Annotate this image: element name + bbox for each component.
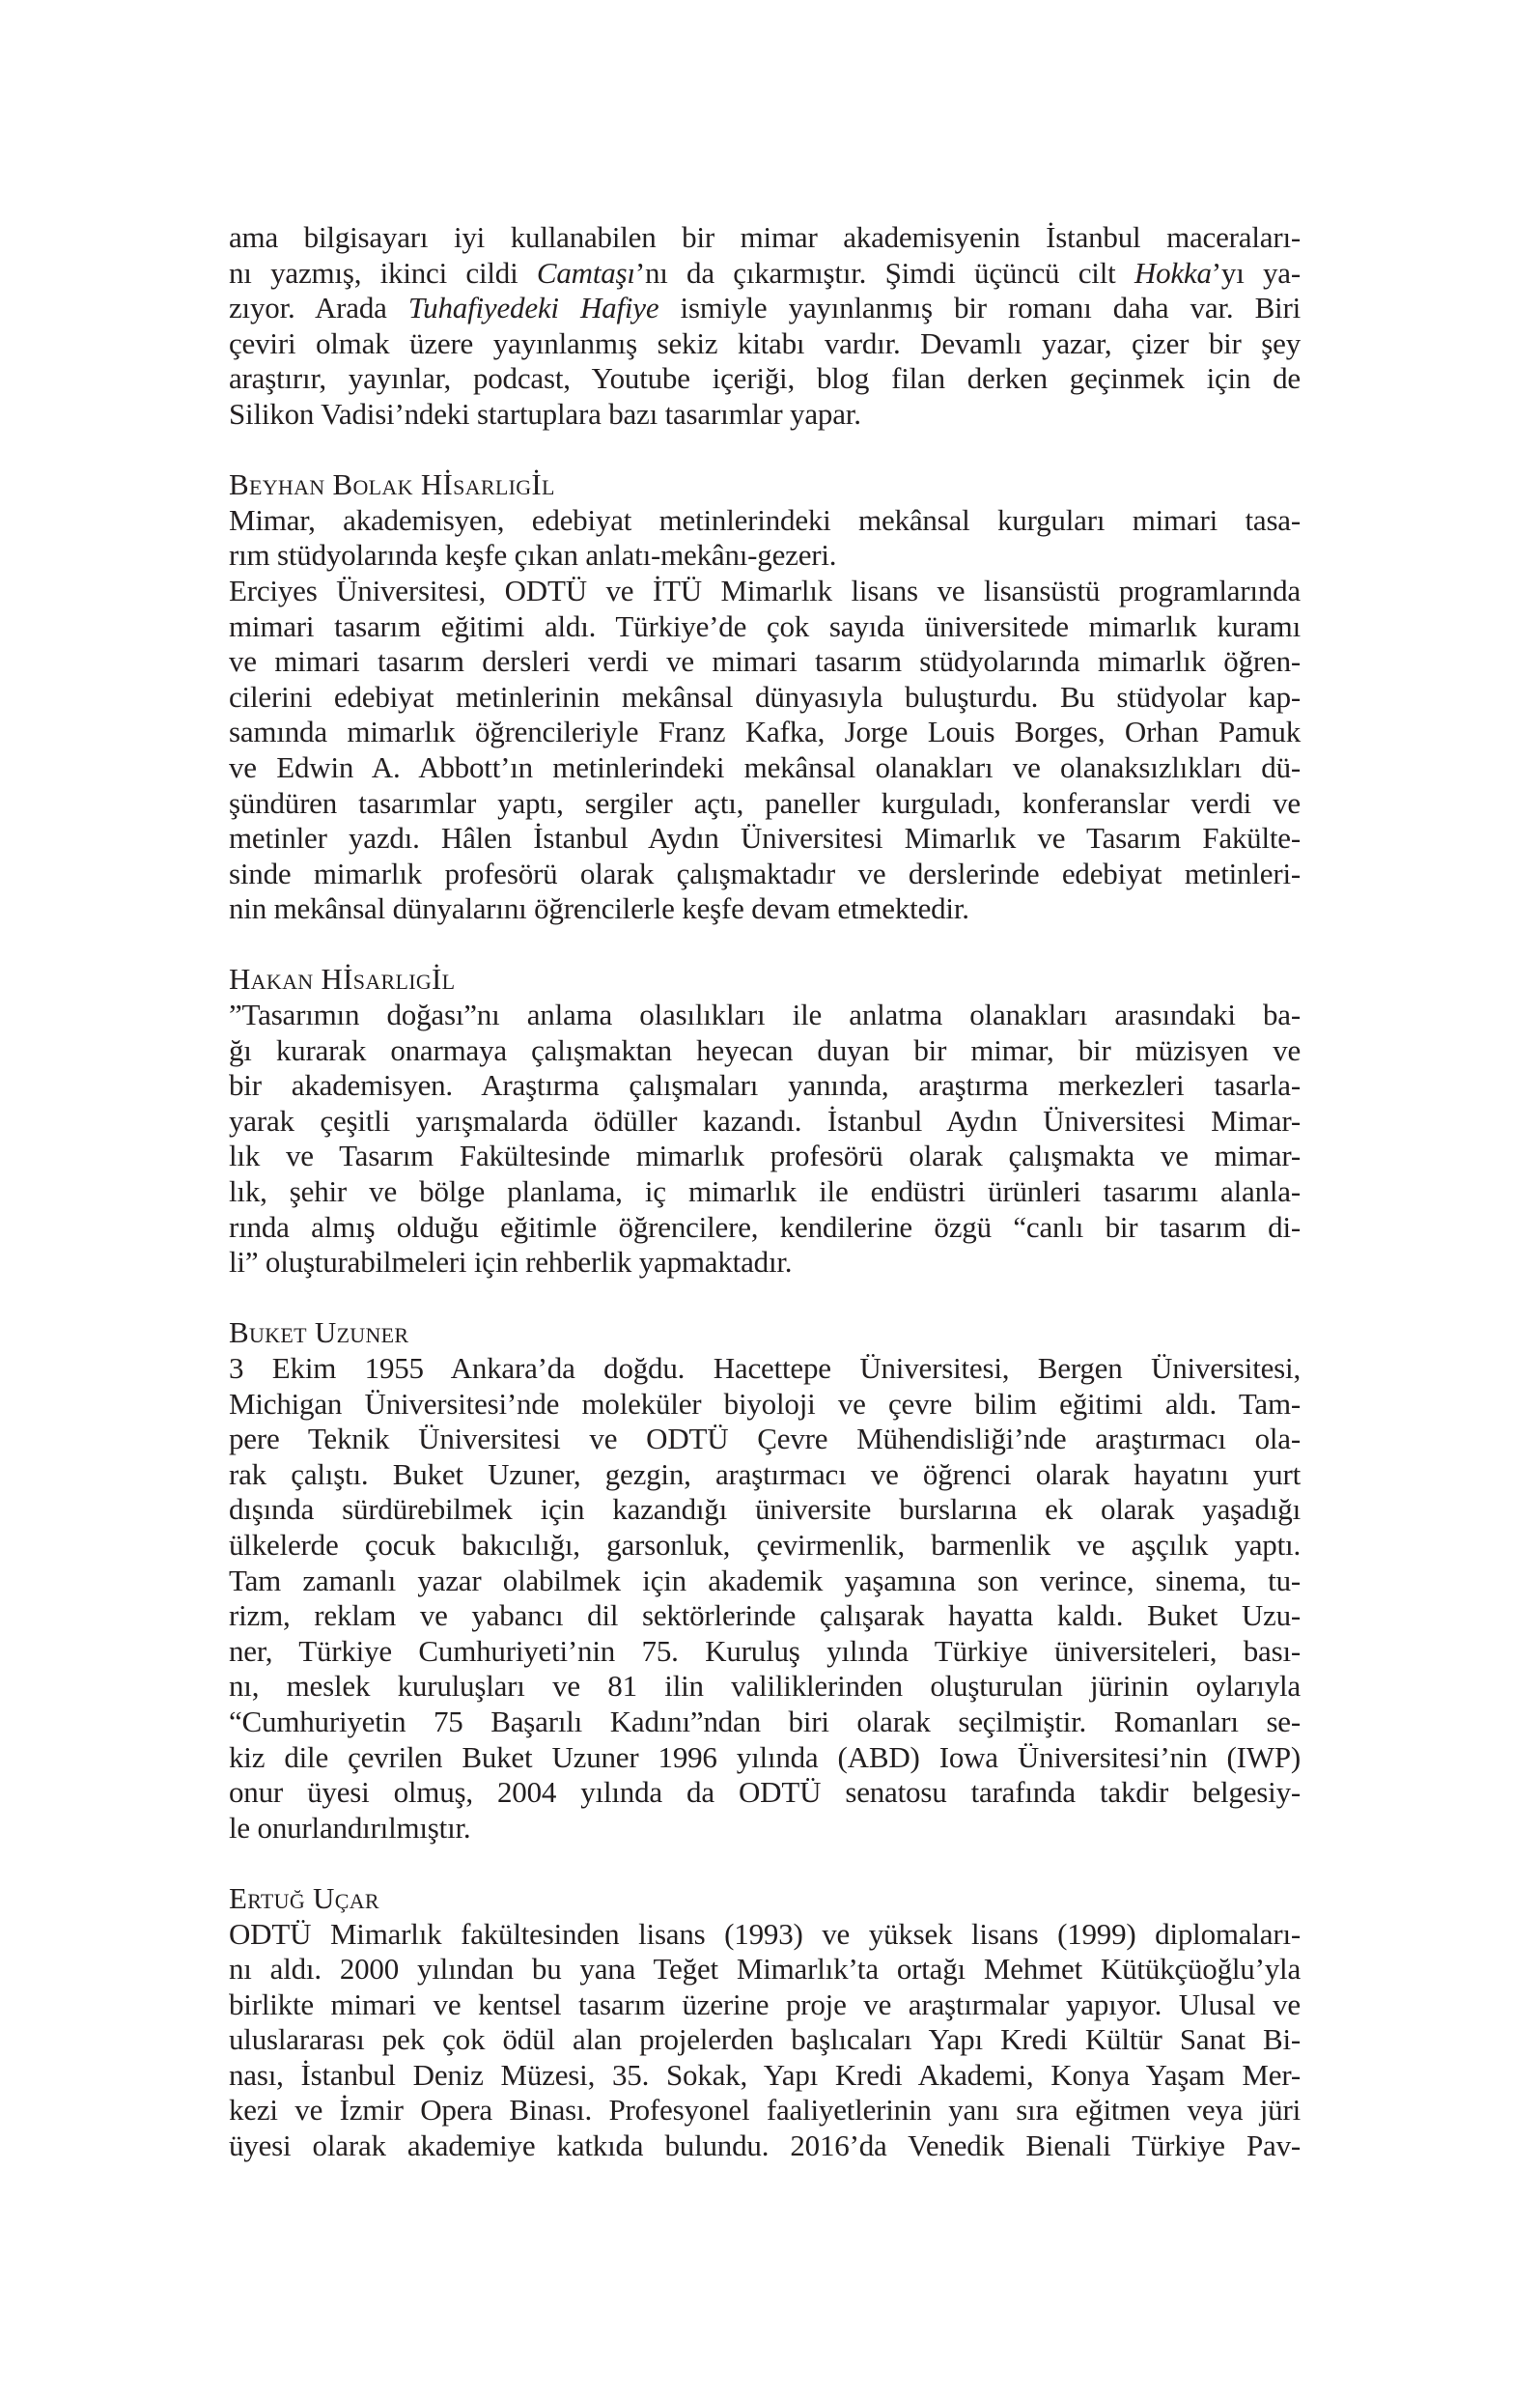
text-line: le onurlandırılmıştır. [229, 1810, 471, 1845]
text-line: ve Edwin A. Abbott’ın metinlerindeki mekânsal olanakları ve olanaksızlıkları dü- [229, 749, 1301, 784]
paragraph-gap [229, 927, 1301, 963]
text-line: ama bilgisayarı iyi kullanabilen bir mimar akademisyenin İstanbul maceraları- [229, 220, 1301, 254]
text-line: cilerini edebiyat metinlerinin mekânsal dünyasıyla buluşturdu. Bu stüdyolar kap- [229, 679, 1301, 714]
text-line: sinde mimarlık profesörü olarak çalışmaktadır ve derslerinde edebiyat metinleri- [229, 856, 1301, 890]
book-page [229, 220, 1301, 2164]
text-segment: zıyor. Arada [229, 291, 408, 325]
text-line: ”Tasarımın doğası”nı anlama olasılıkları ile anlatma olanakları arasındaki ba- [229, 998, 1301, 1032]
bio-buket-uzuner [229, 1315, 1301, 1846]
text-line: 3 Ekim 1955 Ankara’da doğdu. Hacettepe Üniversitesi, Bergen Üniversitesi, [229, 1351, 1301, 1385]
text-line: pere Teknik Üniversitesi ve ODTÜ Çevre Mühendisliği’nde araştırmacı ola- [229, 1422, 1301, 1456]
text-line: dışında sürdürebilmek için kazandığı üniversite burslarına ek olarak yaşadığı [229, 1492, 1301, 1527]
paragraph-gap [229, 1281, 1301, 1316]
paragraph-gap [229, 1846, 1301, 1881]
text-line: Erciyes Üniversitesi, ODTÜ ve İTÜ Mimarlık lisans ve lisansüstü programlarında [229, 573, 1301, 607]
text-line: çeviri olmak üzere yayınlanmış sekiz kitabı vardır. Devamlı yazar, çizer bir şey [229, 325, 1301, 360]
text-line: mimari tasarım eğitimi aldı. Türkiye’de çok sayıda üniversitede mimarlık kuramı [229, 608, 1301, 643]
text-line: nin mekânsal dünyalarını öğrencilerle keşfe devam etmektedir. [229, 891, 969, 926]
text-line [229, 291, 1301, 326]
intro-paragraph [229, 220, 1301, 433]
bio-ertug-ucar [229, 1881, 1301, 2164]
bio-name-heading: Hakan Hİsarlıgİl [229, 962, 456, 997]
text-line: rizm, reklam ve yabancı dil sektörlerinde çalışarak hayatta kaldı. Buket Uzu- [229, 1598, 1301, 1633]
text-line: bir akademisyen. Araştırma çalışmaları yanında, araştırma merkezleri tasarla- [229, 1068, 1301, 1103]
text-line: “Cumhuriyetin 75 Başarılı Kadını”ndan biri olarak seçilmiştir. Romanları se- [229, 1704, 1301, 1738]
text-line: kezi ve İzmir Opera Binası. Profesyonel faaliyetlerinin yanı sıra eğitmen veya jüri [229, 2093, 1301, 2128]
text-segment: ismiyle yayınlanmış bir romanı daha var. Biri [658, 291, 1302, 325]
text-line: Mimar, akademisyen, edebiyat metinlerindeki mekânsal kurguları mimari tasa- [229, 502, 1301, 537]
text-line: li” oluşturabilmeleri için rehberlik yapmaktadır. [229, 1245, 793, 1280]
text-line: ğı kurarak onarmaya çalışmaktan heyecan duyan bir mimar, bir müzisyen ve [229, 1032, 1301, 1067]
book-title-hokka: Hokka [1134, 255, 1212, 290]
text-line: nı aldı. 2000 yılından bu yana Teğet Mimarlık’ta ortağı Mehmet Kütükçüoğlu’yla [229, 1952, 1301, 1987]
text-line: rım stüdyolarında keşfe çıkan anlatı-mekânı-gezeri. [229, 538, 837, 573]
bio-beyhan-bolak-hisarligil [229, 467, 1301, 927]
text-line: lık ve Tasarım Fakültesinde mimarlık profesörü olarak çalışmakta ve mimar- [229, 1139, 1301, 1173]
text-line: nası, İstanbul Deniz Müzesi, 35. Sokak, Yapı Kredi Akademi, Konya Yaşam Mer- [229, 2057, 1301, 2092]
text-line: onur üyesi olmuş, 2004 yılında da ODTÜ senatosu tarafında takdir belgesiy- [229, 1775, 1301, 1810]
text-line: lık, şehir ve bölge planlama, iç mimarlık ile endüstri ürünleri tasarımı alanla- [229, 1174, 1301, 1209]
bio-hakan-hisarligil [229, 962, 1301, 1280]
text-line: Michigan Üniversitesi’nde moleküler biyoloji ve çevre bilim eğitimi aldı. Tam- [229, 1386, 1301, 1421]
text-line: rak çalıştı. Buket Uzuner, gezgin, araştırmacı ve öğrenci olarak hayatını yurt [229, 1456, 1301, 1491]
text-line: Silikon Vadisi’ndeki startuplara bazı tasarımlar yapar. [229, 396, 861, 431]
text-segment: nı yazmış, ikinci cildi [229, 255, 537, 290]
text-line: rında almış olduğu eğitimle öğrencilere, kendilerine özgü “canlı bir tasarım di- [229, 1209, 1301, 1244]
text-line: ODTÜ Mimarlık fakültesinden lisans (1993) ve yüksek lisans (1999) diplomaları- [229, 1916, 1301, 1951]
paragraph-gap [229, 433, 1301, 468]
text-line: nı, meslek kuruluşları ve 81 ilin valiliklerinden oluşturulan jürinin oylarıyla [229, 1669, 1301, 1704]
book-title-tuhafiyedeki-hafiye: Tuhafiyedeki Hafiye [407, 291, 659, 325]
text-line: üyesi olarak akademiye katkıda bulundu. 2016’da Venedik Bienali Türkiye Pav- [229, 2128, 1301, 2163]
text-line: samında mimarlık öğrencileriyle Franz Kafka, Jorge Louis Borges, Orhan Pamuk [229, 715, 1301, 749]
text-line: ve mimari tasarım dersleri verdi ve mimari tasarım stüdyolarında mimarlık öğren- [229, 644, 1301, 679]
text-line: Tam zamanlı yazar olabilmek için akademik yaşamına son verince, sinema, tu- [229, 1563, 1301, 1597]
text-line: araştırır, yayınlar, podcast, Youtube içeriği, blog filan derken geçinmek için de [229, 361, 1301, 396]
text-line: birlikte mimari ve kentsel tasarım üzerine proje ve araştırmalar yapıyor. Ulusal ve [229, 1987, 1301, 2021]
bio-name-heading: Buket Uzuner [229, 1315, 409, 1350]
bio-name-heading: Ertuğ Uçar [229, 1880, 379, 1915]
text-line: kiz dile çevrilen Buket Uzuner 1996 yılında (ABD) Iowa Üniversitesi’nin (IWP) [229, 1739, 1301, 1774]
text-line: ülkelerde çocuk bakıcılığı, garsonluk, çevirmenlik, barmenlik ve aşçılık yaptı. [229, 1527, 1301, 1562]
text-line: metinler yazdı. Hâlen İstanbul Aydın Üniversitesi Mimarlık ve Tasarım Fakülte- [229, 821, 1301, 856]
text-segment: ’nı da çıkarmıştır. Şimdi üçüncü cilt [634, 255, 1134, 290]
text-line [229, 256, 1301, 292]
text-line: uluslararası pek çok ödül alan projelerden başlıcaları Yapı Kredi Kültür Sanat Bi- [229, 2022, 1301, 2057]
book-title-camtasi: Camtaşı [536, 255, 635, 290]
text-segment: ’yı ya- [1211, 255, 1301, 290]
text-line: ner, Türkiye Cumhuriyeti’nin 75. Kuruluş yılında Türkiye üniversiteleri, bası- [229, 1633, 1301, 1668]
bio-name-heading: Beyhan Bolak Hİsarlıgİl [229, 467, 555, 502]
text-line: şündüren tasarımlar yaptı, sergiler açtı, paneller kurguladı, konferanslar verdi ve [229, 785, 1301, 820]
text-line: yarak çeşitli yarışmalarda ödüller kazandı. İstanbul Aydın Üniversitesi Mimar- [229, 1103, 1301, 1138]
